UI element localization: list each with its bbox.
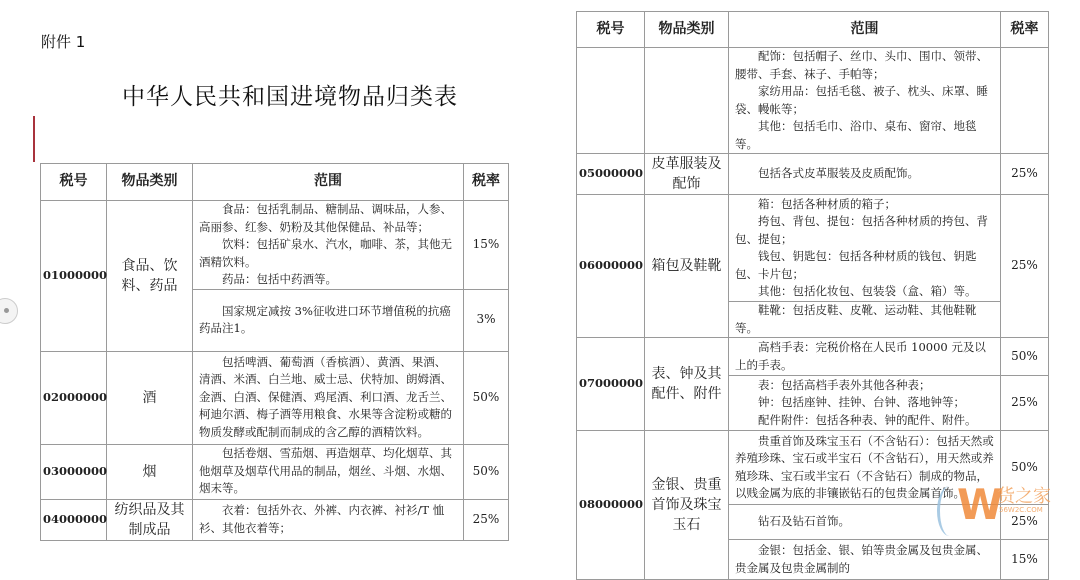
- tax-rate: 25%: [1001, 505, 1049, 540]
- header-code: 税号: [577, 12, 645, 48]
- scope-text: 箱：包括各种材质的箱子；: [758, 196, 896, 211]
- table-row: [577, 195, 1049, 302]
- scope-text: 金银：包括金、银、铂等贵金属及包贵金属、贵金属及包贵金属制的: [735, 543, 988, 575]
- scope-text: 其他：包括化妆包、包装袋（盒、箱）等。: [758, 284, 977, 298]
- table-row: [577, 338, 1049, 376]
- scope-text: 药品：包括中药酒等。: [222, 272, 337, 286]
- table-row: [577, 154, 1049, 195]
- tax-code: 06000000: [577, 195, 645, 338]
- tax-rate: 50%: [1001, 431, 1049, 505]
- watermark-url: 56W2C.COM: [999, 506, 1043, 514]
- category: 酒: [107, 351, 193, 444]
- scope-text: 高档手表：完税价格在人民币 10000 元及以上的手表。: [735, 340, 986, 372]
- tax-rate: 15%: [1001, 540, 1049, 580]
- tax-code: 04000000: [41, 499, 107, 540]
- scope-cell: [729, 195, 1001, 302]
- watermark-letter: W: [957, 480, 1004, 529]
- tax-rate: 25%: [464, 499, 509, 540]
- header-category: 物品类别: [107, 164, 193, 201]
- scope-text: 配件附件：包括各种表、钟的配件、附件。: [758, 412, 977, 427]
- header-category: 物品类别: [645, 12, 729, 48]
- scope-text: 衣着：包括外衣、外裤、内衣裤、衬衫/T 恤衫、其他衣着等；: [199, 503, 445, 535]
- watermark-brand: 货之家: [997, 486, 1051, 507]
- category: 皮革服装及配饰: [645, 154, 729, 195]
- scope-text: 挎包、背包、提包：包括各种材质的挎包、背包、提包；: [735, 214, 988, 246]
- tax-code: 05000000: [577, 154, 645, 195]
- tax-rate: [1001, 48, 1049, 154]
- header-rate: 税率: [1001, 12, 1049, 48]
- header-code: 税号: [41, 164, 107, 201]
- scope-text: 表：包括高档手表外其他各种表；: [758, 377, 931, 392]
- tax-rate: 25%: [1001, 154, 1049, 195]
- scope-text: 贵重首饰及珠宝玉石（不含钻石）：包括天然或养殖珍珠、宝石或半宝石（不含钻石），用天然或养殖珍珠、宝石或半宝石（不含钻石）制成的物品，以贱金属为底的非镶嵌钻石的包贵金属首饰。: [735, 433, 994, 500]
- tax-code: 01000000: [41, 201, 107, 352]
- category: 表、钟及其配件、附件: [645, 338, 729, 431]
- scope-text: 家纺用品：包括毛毯、被子、枕头、床罩、睡袋、幔帐等；: [735, 84, 988, 116]
- tax-rate: 25%: [1001, 195, 1049, 338]
- table-row: [41, 499, 509, 540]
- tax-code: 07000000: [577, 338, 645, 431]
- tax-code: 03000000: [41, 444, 107, 499]
- table-row: [41, 201, 509, 290]
- header-scope: 范围: [729, 12, 1001, 48]
- category: 烟: [107, 444, 193, 499]
- scope-cell: [729, 302, 1001, 338]
- category: 纺织品及其制成品: [107, 499, 193, 540]
- header-rate: 税率: [464, 164, 509, 201]
- category: [645, 48, 729, 154]
- scope-text: 配饰：包括帽子、丝巾、头巾、围巾、领带、腰带、手套、袜子、手帕等；: [735, 49, 988, 81]
- scope-cell: [729, 338, 1001, 376]
- scope-text: 钟：包括座钟、挂钟、台钟、落地钟等；: [758, 395, 965, 410]
- tax-rate: 15%: [464, 201, 509, 290]
- page-title: 中华人民共和国进境物品归类表: [122, 84, 458, 110]
- category: 食品、饮料、药品: [107, 201, 193, 352]
- classification-table-left: [40, 163, 509, 541]
- attachment-label: 附件 1: [41, 33, 86, 51]
- scope-text: 国家规定减按 3%征收进口环节增值税的抗癌药品注1。: [199, 303, 451, 335]
- scope-text: 钻石及钻石首饰。: [758, 514, 850, 529]
- page-nav-handle[interactable]: [0, 298, 18, 324]
- scope-cell: [193, 201, 464, 290]
- table-header-row: [41, 164, 509, 201]
- scope-cell: [729, 540, 1001, 580]
- tax-rate: 50%: [464, 351, 509, 444]
- category: 箱包及鞋靴: [645, 195, 729, 338]
- table-row: [41, 444, 509, 499]
- tax-rate: 25%: [1001, 376, 1049, 431]
- tax-code: [577, 48, 645, 154]
- scope-text: 包括卷烟、雪茄烟、再造烟草、均化烟草、其他烟草及烟草代用品的制品，烟丝、斗烟、水烟、烟末等。: [199, 446, 452, 496]
- tax-rate: 3%: [464, 289, 509, 351]
- scope-text: 鞋靴：包括皮鞋、皮靴、运动鞋、其他鞋靴等。: [735, 303, 977, 335]
- scope-cell: [729, 376, 1001, 431]
- margin-marker: [33, 116, 35, 162]
- tax-code: 02000000: [41, 351, 107, 444]
- scope-cell: [729, 154, 1001, 195]
- scope-text: 包括各式皮革服装及皮质配饰。: [758, 166, 919, 181]
- scope-text: 其他：包括毛巾、浴巾、桌布、窗帘、地毯等。: [735, 119, 977, 151]
- category: 金银、贵重首饰及珠宝玉石: [645, 431, 729, 580]
- header-scope: 范围: [193, 164, 464, 201]
- tax-code: 08000000: [577, 431, 645, 580]
- scope-cell: [193, 499, 464, 540]
- scope-cell: [729, 48, 1001, 154]
- scope-cell: [193, 289, 464, 351]
- scope-text: 食品：包括乳制品、糖制品、调味品，人参、高丽参、红参、奶粉及其他保健品、补品等；: [199, 202, 452, 234]
- scope-cell: [193, 444, 464, 499]
- table-header-row: [577, 12, 1049, 48]
- table-row: [41, 351, 509, 444]
- scope-cell: [193, 351, 464, 444]
- scope-text: 包括啤酒、葡萄酒（香槟酒）、黄酒、果酒、清酒、米酒、白兰地、威士忌、伏特加、朗姆酒、金酒、白酒、保健酒、鸡尾酒、利口酒、龙舌兰、柯迪尔酒、梅子酒等用粮食、水果等含淀粉或糖的物质发酵或配制而制成的含乙醇的酒精饮料。: [199, 354, 452, 439]
- scope-text: 饮料：包括矿泉水、汽水，咖啡、茶，其他无酒精饮料。: [199, 237, 452, 269]
- table-row: [577, 48, 1049, 154]
- scope-text: 钱包、钥匙包：包括各种材质的钱包、钥匙包、卡片包；: [735, 249, 977, 281]
- watermark-logo: [935, 478, 1065, 543]
- tax-rate: 50%: [464, 444, 509, 499]
- tax-rate: 50%: [1001, 338, 1049, 376]
